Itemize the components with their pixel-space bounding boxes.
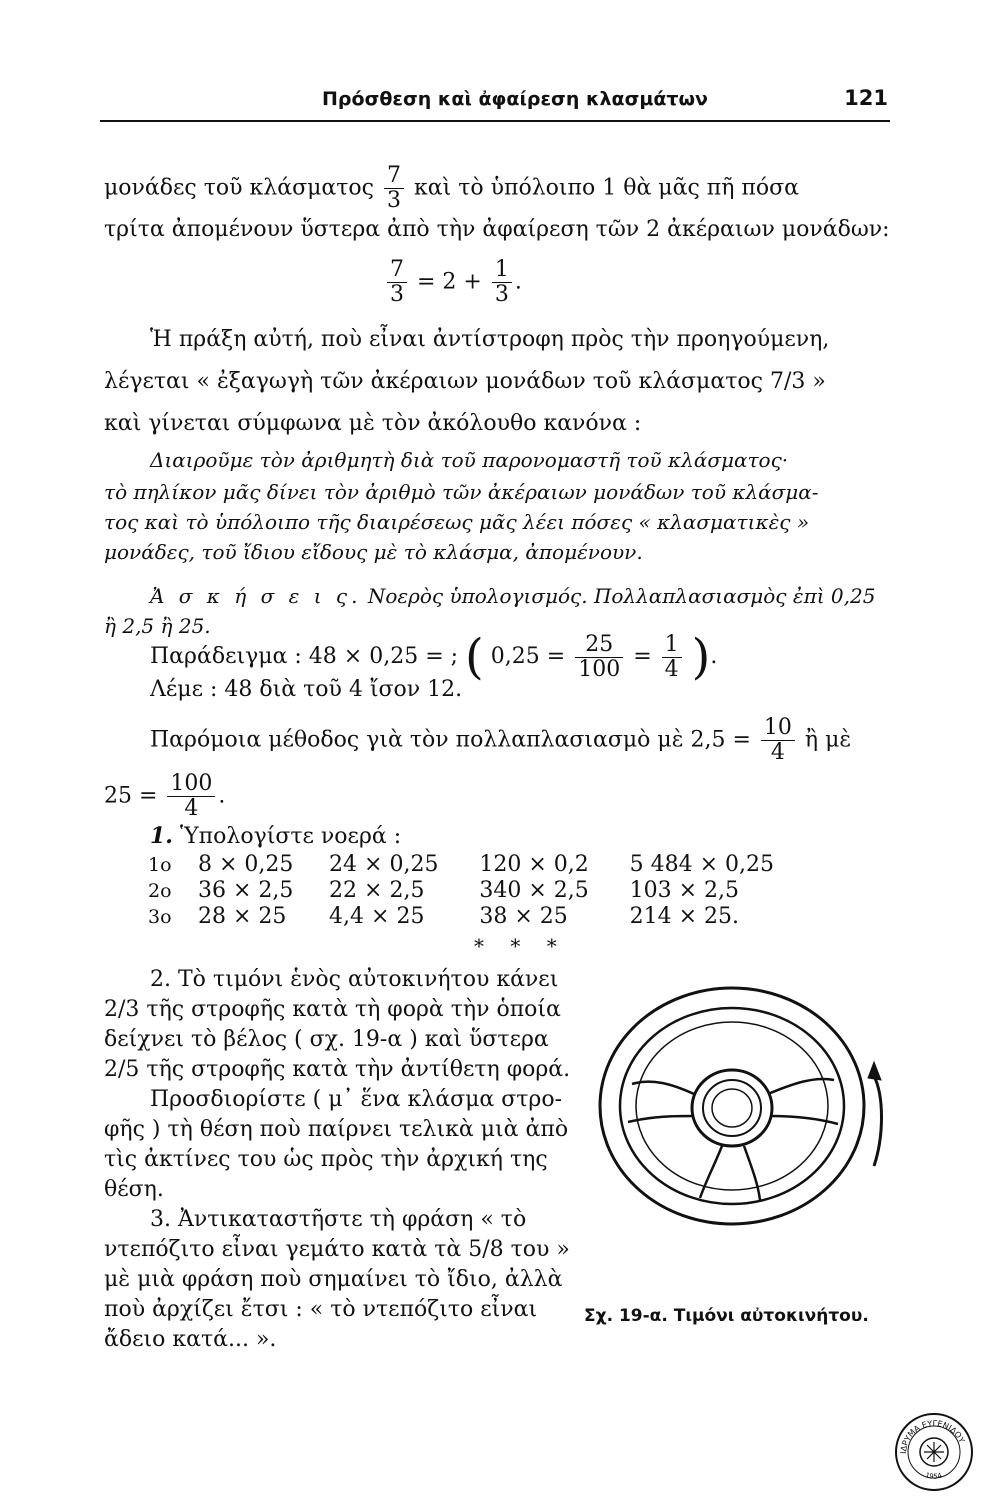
ex2-line-6: φῆς ) τὴ θέση ποὺ παίρνει τελικὰ μιὰ ἀπὸ bbox=[104, 1117, 569, 1142]
exercise-cell: 103 × 2,5 bbox=[629, 878, 740, 903]
rule-line-2: τὸ πηλίκον μᾶς δίνει τὸν ἀριθμὸ τῶν ἀκέραιων μονάδων τοῦ κλάσμα- bbox=[104, 480, 819, 504]
rule-line-4: μονάδες, τοῦ ἴδιου εἴδους μὲ τὸ κλάσμα, ἀπομένουν. bbox=[104, 540, 643, 564]
seal-text: ΙΔΡΥΜΑ ΕΥΓΕΝΙΔΟΥ bbox=[898, 1418, 967, 1455]
ex3-line-5: ἄδειο κατά... ». bbox=[104, 1327, 277, 1352]
ex2-line-8: θέση. bbox=[104, 1177, 164, 1202]
ex2-line-5: Προσδιορίστε ( μ᾿ ἕνα κλάσμα στρο- bbox=[150, 1087, 563, 1112]
header-title: Πρόσθεση καὶ ἀφαίρεση κλασμάτων bbox=[322, 88, 708, 110]
exercise-cell: 3ο bbox=[148, 906, 172, 928]
exercise-cell: 1ο bbox=[148, 854, 172, 876]
intro-line-1: μονάδες τοῦ κλάσματος $\frac{7}{3}$ καὶ τὸ ὑπόλοιπο 1 θὰ μᾶς πῆ πόσα bbox=[104, 163, 799, 213]
exercise-cell: 38 × 25 bbox=[479, 904, 568, 929]
ex2-line-2: 2/3 τῆς στροφῆς κατὰ τὴ φορὰ τὴν ὁποία bbox=[104, 997, 561, 1022]
exercise-row bbox=[148, 878, 828, 904]
exercise-cell: 28 × 25 bbox=[198, 904, 287, 929]
para-line-3: καὶ γίνεται σύμφωνα μὲ τὸν ἀκόλουθο κανόνα : bbox=[104, 411, 642, 436]
para-line-2: λέγεται « ἐξαγωγὴ τῶν ἀκέραιων μονάδων τοῦ κλάσματος 7/3 » bbox=[104, 369, 826, 394]
exercise-cell: 120 × 0,2 bbox=[479, 852, 589, 877]
figure-caption: Σχ. 19-α. Τιμόνι αὐτοκινήτου. bbox=[584, 1306, 869, 1326]
steering-wheel-figure bbox=[582, 966, 892, 1236]
intro-line-2: τρίτα ἀπομένουν ὕστερα ἀπὸ τὴν ἀφαίρεση τῶν 2 ἀκέραιων μονάδων: bbox=[104, 217, 890, 242]
ex2-line-7: τὶς ἀκτίνες του ὡς πρὸς τὴν ἀρχική της bbox=[104, 1147, 548, 1172]
similar-line-1: Παρόμοια μέθοδος γιὰ τὸν πολλαπλασιασμὸ μὲ 2,5 = $\frac{10}{4}$ ἢ μὲ bbox=[150, 715, 852, 765]
ex3-line-3: μὲ μιὰ φράση ποὺ σημαίνει τὸ ἴδιο, ἀλλὰ bbox=[104, 1267, 563, 1292]
page-number: 121 bbox=[844, 86, 888, 110]
ex3-line-1: 3. Ἀντικαταστῆστε τὴ φράση « τὸ bbox=[150, 1207, 527, 1232]
seal-year: 1954 bbox=[924, 1471, 943, 1481]
ex2-line-1: 2. Τὸ τιμόνι ἑνὸς αὐτοκινήτου κάνει bbox=[150, 967, 559, 992]
we-say-line: Λέμε : 48 διὰ τοῦ 4 ἴσον 12. bbox=[150, 677, 463, 702]
exercise-cell: 4,4 × 25 bbox=[329, 904, 425, 929]
exercise-1-title: 1. Ὑπολογίστε νοερά : bbox=[150, 823, 402, 849]
exercise-cell: 214 × 25. bbox=[629, 904, 740, 929]
svg-text:1954 bbox=[924, 1471, 943, 1481]
exercise-cell: 8 × 0,25 bbox=[198, 852, 294, 877]
ex2-line-4: 2/5 τῆς στροφῆς κατὰ τὴν ἀντίθετη φορά. bbox=[104, 1057, 571, 1082]
exercise-cell: 22 × 2,5 bbox=[329, 878, 425, 903]
rule-line-3: τος καὶ τὸ ὑπόλοιπο τῆς διαιρέσεως μᾶς λέει πόσες « κλασματικὲς » bbox=[104, 510, 810, 534]
exercises-heading-2: ἢ 2,5 ἢ 25. bbox=[104, 614, 211, 638]
equation-7-3: $\frac{7}{3}$ = 2 + $\frac{1}{3}$ . bbox=[384, 258, 522, 307]
exercise-cell: 340 × 2,5 bbox=[479, 878, 589, 903]
similar-line-2: 25 = $\frac{100}{4}$ . bbox=[104, 771, 226, 821]
running-header bbox=[100, 80, 890, 122]
exercise-cell: 2ο bbox=[148, 880, 172, 902]
section-stars: * * * bbox=[474, 934, 567, 958]
rotation-arrow-icon bbox=[868, 1062, 882, 1166]
exercise-cell: 36 × 2,5 bbox=[198, 878, 294, 903]
exercise-row bbox=[148, 904, 828, 930]
exercise-row bbox=[148, 852, 828, 878]
exercises-heading: Ἀ σ κ ή σ ε ι ς. Νοερὸς ὑπολογισμός. Πολλαπλασιασμὸς ἐπὶ 0,25 bbox=[150, 584, 876, 608]
para-line-1: Ἡ πράξη αὐτή, ποὺ εἶναι ἀντίστροφη πρὸς τὴν προηγούμενη, bbox=[150, 327, 830, 352]
fraction-7-3: $\frac{7}{3}$ bbox=[384, 164, 404, 213]
foundation-seal-icon bbox=[892, 1410, 976, 1494]
ex3-line-2: ντεπόζιτο εἶναι γεμάτο κατὰ τὰ 5/8 του » bbox=[104, 1237, 570, 1262]
rule-line-1: Διαιροῦμε τὸν ἀριθμητὴ διὰ τοῦ παρονομαστῆ τοῦ κλάσματος· bbox=[150, 448, 789, 472]
ex2-line-3: δείχνει τὸ βέλος ( σχ. 19-α ) καὶ ὕστερα bbox=[104, 1027, 549, 1052]
steering-wheel-icon bbox=[600, 988, 864, 1224]
exercise-cell: 24 × 0,25 bbox=[329, 852, 439, 877]
example-line: Παράδειγμα : 48 × 0,25 = ; ( 0,25 = $\frac{25}{100}$ = $\frac{1}{4}$ ). bbox=[150, 629, 718, 685]
exercise-1-table bbox=[148, 852, 828, 930]
ex3-line-4: ποὺ ἀρχίζει ἔτσι : « τὸ ντεπόζιτο εἶναι bbox=[104, 1297, 538, 1322]
exercise-cell: 5 484 × 0,25 bbox=[629, 852, 774, 877]
